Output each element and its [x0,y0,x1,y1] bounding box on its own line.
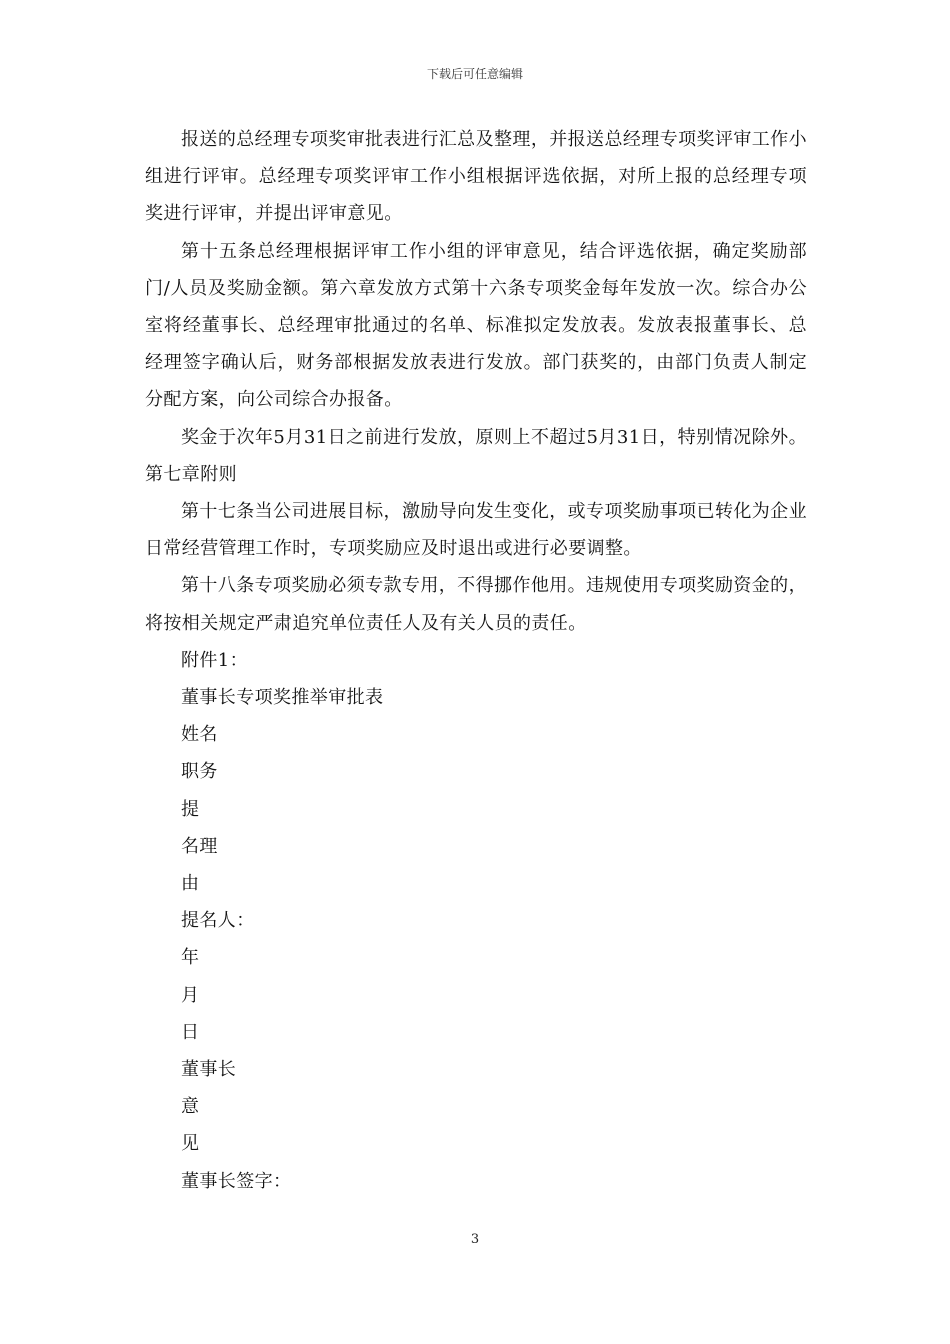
field-month: 月 [181,984,200,1006]
paragraph-5: 第十八条专项奖励必须专款专用，不得挪作他用。违规使用专项奖励资金的，将按相关规定严肃追究单位责任人及有关人员的责任。 [145,575,807,634]
paragraph-4: 第十七条当公司进展目标，激励导向发生变化，或专项奖励事项已转化为企业日常经营管理工作时，专项奖励应及时退出或进行必要调整。 [145,501,807,560]
field-nominator: 提名人： [181,910,255,932]
paragraph-2: 第十五条总经理根据评审工作小组的评审意见，结合评选依据，确定奖励部门/人员及奖励金额。第六章发放方式第十六条专项奖金每年发放一次。综合办公室将经董事长、总经理审批通过的名单、标准拟定发放表。发放表报董事长、总经理签字确认后，财务部根据发放表进行发放。部门获奖的，由部门负责人制定分配方案，向公司综合办报备。 [145,240,807,411]
field-reason-1: 提 [181,798,200,820]
page-header: 下载后可任意编辑 [426,67,523,81]
field-opinion-1: 意 [181,1096,200,1118]
attachment-label: 附件1： [181,649,249,671]
field-opinion-2: 见 [181,1133,200,1155]
field-year: 年 [181,947,200,969]
field-reason-2: 名理 [181,835,218,857]
form-title: 董事长专项奖推举审批表 [181,687,384,709]
document-body [145,121,807,1200]
field-chairman: 董事长 [181,1059,237,1081]
field-chairman-signature: 董事长签字： [181,1170,292,1192]
field-name: 姓名 [181,724,218,746]
field-reason-3: 由 [181,873,200,895]
field-day: 日 [181,1021,200,1043]
field-position: 职务 [181,761,218,783]
paragraph-3: 奖金于次年5月31日之前进行发放，原则上不超过5月31日，特别情况除外。第七章附则 [145,426,807,485]
page-number: 3 [470,1232,480,1247]
paragraph-1: 报送的总经理专项奖审批表进行汇总及整理，并报送总经理专项奖评审工作小组进行评审。总经理专项奖评审工作小组根据评选依据，对所上报的总经理专项奖进行评审，并提出评审意见。 [145,129,807,225]
